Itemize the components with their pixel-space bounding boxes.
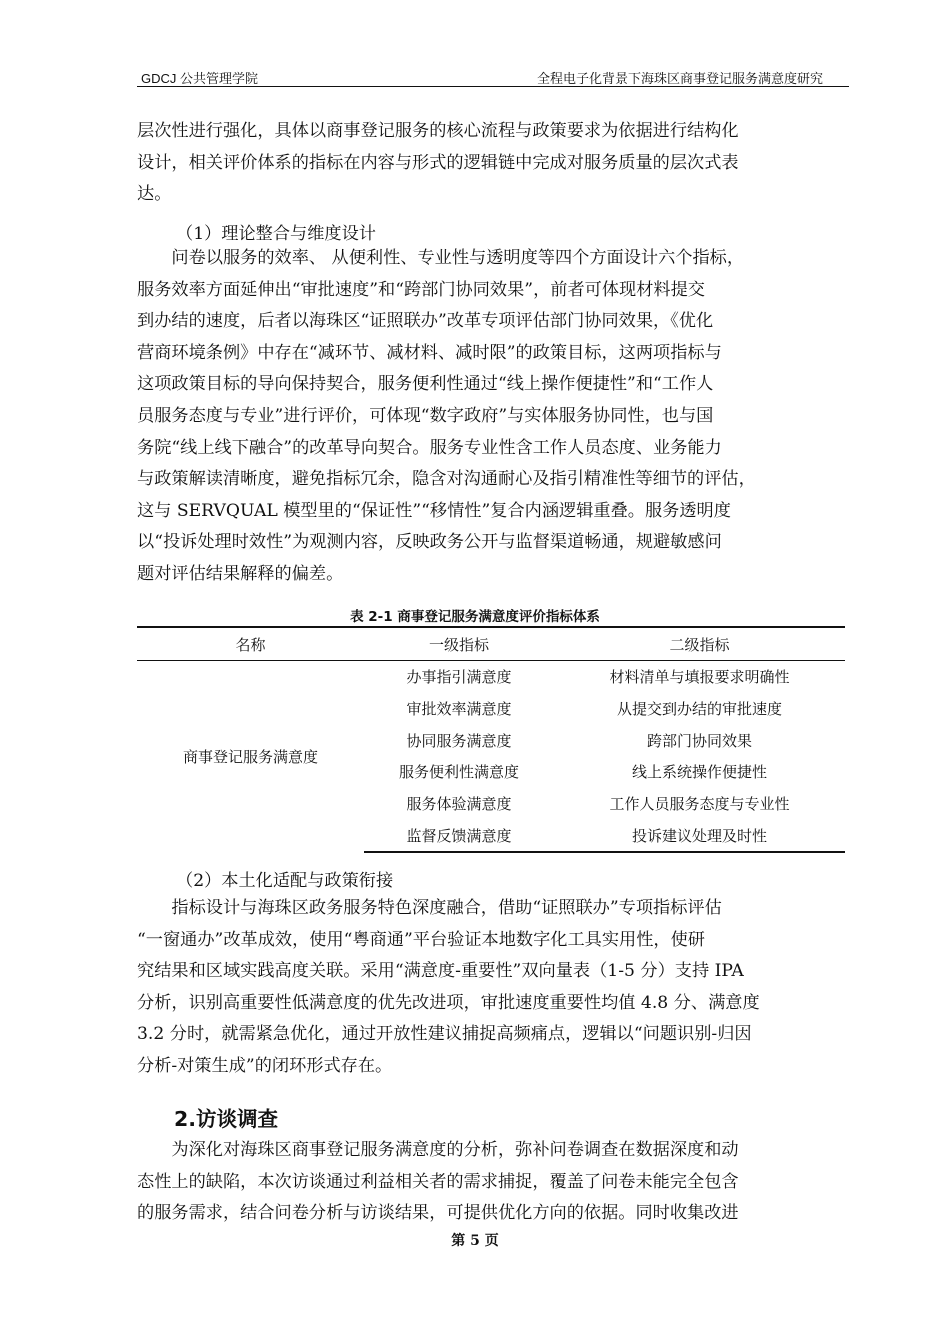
table-header-row — [137, 627, 845, 661]
table-cell-level2: 线上系统操作便捷性 — [631, 763, 767, 782]
table-cell-name: 商事登记服务满意度 — [182, 748, 318, 767]
text-line: 层次性进行强化，具体以商事登记服务的核心流程与政策要求为依据进行结构化 — [137, 121, 739, 141]
text-line: 这与 SERVQUAL 模型里的“保证性”“移情性”复合内涵逻辑重叠。服务透明度 — [137, 500, 731, 521]
text-line: 达。 — [137, 184, 172, 205]
table-caption: 表 2-1 商事登记服务满意度评价指标体系 — [350, 609, 600, 625]
table-cell-level2: 工作人员服务态度与专业性 — [609, 795, 790, 814]
paragraph-dimensions — [137, 243, 851, 591]
section-heading-interview: 2.访谈调查 — [174, 1107, 279, 1131]
page-header — [137, 66, 849, 86]
text-line: 指标设计与海珠区政务服务特色深度融合，借助“证照联办”专项指标评估 — [137, 898, 722, 918]
text-line: 营商环境条例》中存在“减环节、减材料、减时限”的政策目标，这两项指标与 — [137, 342, 722, 363]
text-line: 以“投诉处理时效性”为观测内容，反映政务公开与监督渠道畅通，规避敏感问 — [137, 532, 722, 553]
text-line: 态性上的缺陷，本次访谈通过利益相关者的需求捕捉，覆盖了问卷未能完全包含 — [137, 1171, 739, 1192]
text-line: 3.2 分时，就需紧急优化，通过开放性建议捕捉高频痛点，逻辑以“问题识别-归因 — [137, 1024, 752, 1045]
text-line: 问卷以服务的效率、 从便利性、专业性与透明度等四个方面设计六个指标， — [137, 248, 745, 268]
table-cell-level2: 投诉建议处理及时性 — [554, 819, 845, 852]
header-right-text: 全程电子化背景下海珠区商事登记服务满意度研究 — [536, 71, 823, 86]
text-line: “一窗通办”改革成效，使用“粤商通”平台验证本地数字化工具实用性，使研 — [137, 929, 705, 950]
indicator-table — [137, 626, 845, 853]
text-line: 务院“线上线下融合”的改革导向契合。服务专业性含工作人员态度、业务能力 — [137, 437, 722, 458]
text-line: 到办结的速度，后者以海珠区“证照联办”改革专项评估部门协同效果，《优化 — [137, 311, 714, 332]
text-line: 设计，相关评价体系的指标在内容与形式的逻辑链中完成对服务质量的层次式表 — [137, 152, 739, 173]
table-cell-level1: 监督反馈满意度 — [364, 819, 554, 852]
page-number: 第 5 页 — [451, 1233, 499, 1249]
table-cell-level1: 服务便利性满意度 — [398, 763, 519, 782]
text-line: 这项政策目标的导向保持契合，服务便利性通过“线上操作便捷性”和“工作人 — [137, 374, 714, 395]
header-left-text: GDCJ 公共管理学院 — [141, 71, 259, 86]
text-line: 分析，识别高重要性低满意度的优先改进项，审批速度重要性均值 4.8 分、满意度 — [137, 992, 760, 1013]
paragraph-interview — [137, 1135, 851, 1230]
text-line: 分析-对策生成”的闭环形式存在。 — [137, 1055, 393, 1076]
table-cell-level1: 审批效率满意度 — [406, 700, 512, 719]
text-line: 员服务态度与专业”进行评价，可体现“数字政府”与实体服务协同性，也与国 — [137, 405, 714, 426]
table-cell-level1: 服务体验满意度 — [406, 795, 512, 814]
text-line: 究结果和区域实践高度关联。采用“满意度-重要性”双向量表（1-5 分）支持 IPA — [137, 961, 744, 982]
column-header-level1: 一级指标 — [364, 627, 554, 661]
subheading-localization: （2）本土化适配与政策衔接 — [176, 871, 394, 891]
column-header-level2: 二级指标 — [554, 627, 845, 661]
text-line: 与政策解读清晰度，避免指标冗余，隐含对沟通耐心及指引精准性等细节的评估， — [137, 469, 756, 490]
text-line: 的服务需求，结合问卷分析与访谈结果，可提供优化方向的依据。同时收集改进 — [137, 1203, 739, 1224]
table-cell-level2: 材料清单与填报要求明确性 — [609, 668, 790, 687]
table-cell-level2: 跨部门协同效果 — [646, 731, 752, 750]
table-row — [137, 661, 845, 693]
paragraph-localization — [137, 893, 851, 1083]
table-cell-level2: 从提交到办结的审批速度 — [616, 700, 782, 719]
text-line: 服务效率方面延伸出“审批速度”和“跨部门协同效果”，前者可体现材料提交 — [137, 279, 705, 300]
text-line: 为深化对海珠区商事登记服务满意度的分析，弥补问卷调查在数据深度和动 — [137, 1140, 739, 1160]
table-cell-level1: 办事指引满意度 — [406, 668, 512, 687]
header-rule — [137, 86, 849, 87]
column-header-name: 名称 — [137, 627, 364, 661]
text-line: 题对评估结果解释的偏差。 — [137, 563, 344, 584]
paragraph-intro — [137, 116, 851, 211]
table-cell-level1: 协同服务满意度 — [406, 731, 512, 750]
subheading-theory: （1）理论整合与维度设计 — [176, 224, 376, 244]
